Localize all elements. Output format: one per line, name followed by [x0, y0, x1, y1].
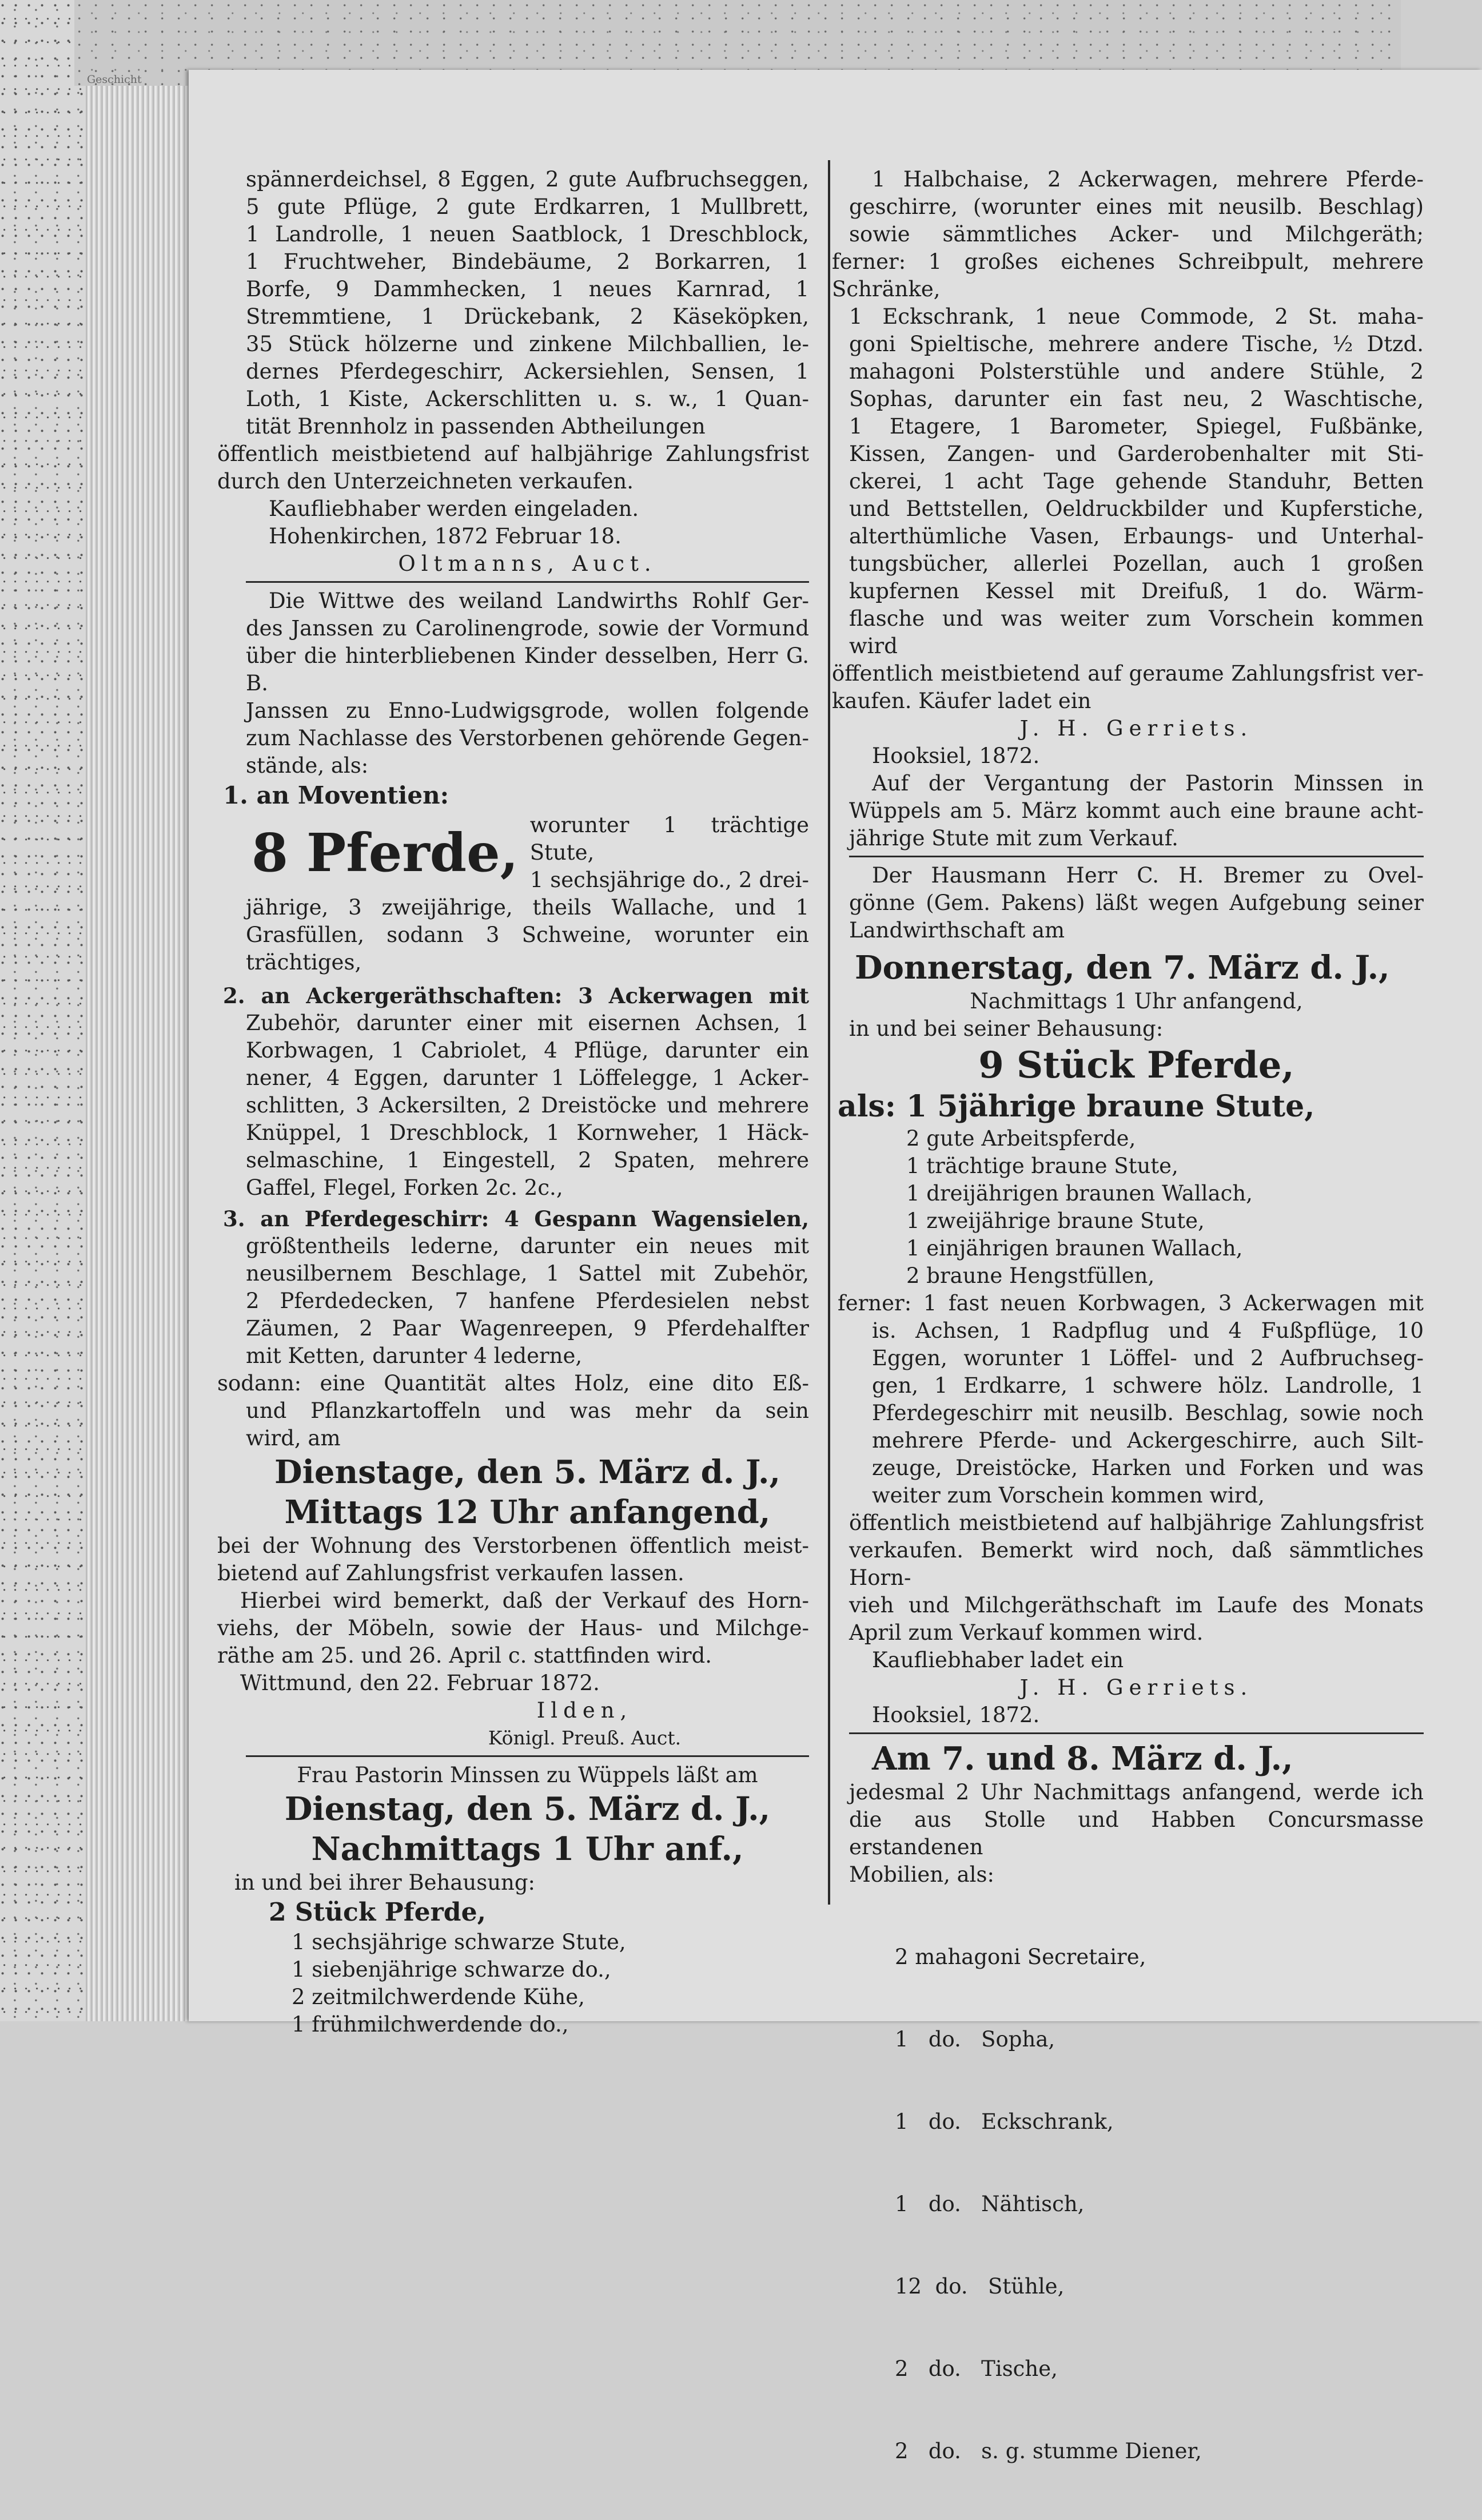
list-item: 1 frühmilchwerdende do.,: [292, 2012, 569, 2037]
text-line: Hierbei wird bemerkt, daß der Verkauf des Horn-: [240, 1588, 809, 1613]
text-line: 2. an Ackergeräthschaften: 3 Ackerwagen mit: [223, 983, 809, 1008]
text-line: 1 sechsjährige do., 2 drei-: [529, 868, 809, 892]
r-ad3-list: [849, 1889, 1424, 2520]
text-line: 35 Stück hölzerne und zinkene Milchballien, le-: [246, 332, 809, 356]
text-line: ckerei, 1 acht Tage gehende Standuhr, Betten: [849, 469, 1424, 494]
list-item: 1 dreijährigen braunen Wallach,: [906, 1181, 1253, 1206]
text-line: Der Hausmann Herr C. H. Bremer zu Ovel-: [872, 863, 1424, 888]
text-line: Mobilien, als:: [849, 1862, 994, 1887]
r-ad1-signature: J. H. Gerriets.: [1019, 716, 1253, 741]
text-line: 1 Eckschrank, 1 neue Commode, 2 St. maha-: [849, 304, 1424, 329]
section-1-title: 1. an Moventien:: [223, 781, 449, 809]
list-item: 12 do. Stühle,: [895, 2274, 1065, 2299]
r-ad2-list: [849, 1125, 1424, 1290]
r-ad1: [832, 166, 1424, 852]
text-line: Zubehör, darunter einer mit eisernen Achsen, 1: [246, 1011, 809, 1035]
text-line: kaufen. Käufer ladet ein: [832, 689, 1091, 713]
pferde-headline: 8 Pferde,: [252, 822, 519, 884]
auction-date-headline: Dienstage, den 5. März d. J.,: [274, 1453, 780, 1491]
text-line: spännerdeichsel, 8 Eggen, 2 gute Aufbruchseggen,: [246, 167, 809, 192]
text-line: ferner: 1 fast neuen Korbwagen, 3 Ackerwagen mit: [838, 1291, 1424, 1315]
r-ad2-head: 9 Stück Pferde,: [978, 1044, 1294, 1087]
text-line: alterthümliche Vasen, Erbaungs- und Unterhal-: [849, 524, 1424, 548]
text-line: durch den Unterzeichneten verkaufen.: [217, 469, 634, 494]
top-note: Geschicht: [87, 73, 142, 86]
text-line: schlitten, 3 Ackersilten, 2 Dreistöcke und mehrere: [246, 1093, 809, 1118]
ad3-intro: Frau Pastorin Minssen zu Wüppels läßt am: [297, 1763, 758, 1787]
separator: [849, 856, 1424, 857]
ad2: [217, 587, 809, 1752]
text-line: 1 Etagere, 1 Barometer, Spiegel, Fußbänke,: [849, 414, 1424, 439]
text-line: Auf der Vergantung der Pastorin Minssen in: [872, 771, 1424, 796]
text-line: öffentlich meistbietend auf halbjährige Zahlungsfrist: [217, 442, 809, 466]
list-item: 1 do. Nähtisch,: [895, 2192, 1085, 2216]
text-line: 1 Fruchtweher, Bindebäume, 2 Borkarren, 1: [246, 249, 809, 274]
text-line: geschirre, (worunter eines mit neusilb. Beschlag): [849, 194, 1424, 219]
text-line: und Bettstellen, Oeldruckbilder und Kupferstiche,: [849, 496, 1424, 521]
text-line: die aus Stolle und Habben Concursmasse erstandenen: [849, 1807, 1424, 1859]
r-ad2-date-headline: Donnerstag, den 7. März d. J.,: [855, 949, 1390, 987]
text-line: öffentlich meistbietend auf halbjährige Zahlungsfrist: [849, 1511, 1424, 1535]
list-item: 1 zweijährige braune Stute,: [906, 1209, 1205, 1233]
ad2-date: Wittmund, den 22. Februar 1872.: [240, 1671, 600, 1695]
column-divider: [828, 160, 830, 1905]
text-line: 1 Halbchaise, 2 Ackerwagen, mehrere Pferde-: [872, 167, 1424, 192]
separator: [849, 1732, 1424, 1734]
text-line: öffentlich meistbietend auf geraume Zahlungsfrist ver-: [832, 661, 1424, 686]
r-ad2-date: Hooksiel, 1872.: [872, 1703, 1040, 1727]
r-ad1-date: Hooksiel, 1872.: [872, 744, 1040, 768]
text-line: Landwirthschaft am: [849, 918, 1065, 943]
text-line: worunter 1 trächtige Stute,: [529, 813, 809, 865]
text-line: tungsbücher, allerlei Pozellan, auch 1 großen: [849, 551, 1424, 576]
text-line: Kissen, Zangen- und Garderobenhalter mit Sti-: [849, 442, 1424, 466]
text-line: Gaffel, Flegel, Forken 2c. 2c.,: [246, 1175, 563, 1200]
text-line: wird: [849, 634, 898, 658]
text-line: flasche und was weiter zum Vorschein kommen: [849, 606, 1424, 631]
text-line: Die Wittwe des weiland Landwirths Rohlf Ger-: [269, 589, 809, 613]
text-line: Janssen zu Enno-Ludwigsgrode, wollen folgende: [246, 698, 809, 723]
text-line: über die hinterbliebenen Kinder desselben, Herr G. B.: [246, 643, 809, 695]
r-ad2-where: in und bei seiner Behausung:: [849, 1016, 1164, 1041]
text-line: is. Achsen, 1 Radpflug und 4 Fußpflüge, 10: [872, 1318, 1424, 1343]
ad3-where: in und bei ihrer Behausung:: [234, 1870, 536, 1895]
ad1-body: [217, 166, 809, 578]
separator: [246, 1755, 809, 1757]
ad1-invite: Kaufliebhaber werden eingeladen.: [269, 496, 639, 521]
text-line: wird, am: [246, 1426, 341, 1450]
r-ad2-head2: als: 1 5jährige braune Stute,: [838, 1089, 1315, 1124]
text-line: Pferdegeschirr mit neusilb. Beschlag, sowie noch: [872, 1401, 1424, 1425]
text-line: April zum Verkauf kommen wird.: [849, 1620, 1204, 1645]
text-line: mit Ketten, darunter 4 lederne,: [246, 1344, 583, 1368]
pferde-row: [246, 812, 809, 894]
section-3: [223, 1205, 809, 1370]
list-item: 1 trächtige braune Stute,: [906, 1154, 1178, 1178]
r-ad2-signature: J. H. Gerriets.: [1019, 1675, 1253, 1700]
r-ad3-headline: Am 7. und 8. März d. J.,: [872, 1740, 1293, 1778]
ad1-signature: Oltmanns, Auct.: [398, 551, 657, 576]
text-line: neusilbernem Beschlage, 1 Sattel mit Zubehör,: [246, 1261, 809, 1286]
text-line: Wüppels am 5. März kommt auch eine braune acht-: [849, 798, 1424, 823]
section-2: [223, 982, 809, 1202]
text-line: gen, 1 Erdkarre, 1 schwere hölz. Landrolle, 1: [872, 1373, 1424, 1398]
ad2-signature-title: Königl. Preuß. Auct.: [488, 1727, 682, 1749]
list-item: 1 sechsjährige schwarze Stute,: [292, 1930, 626, 1954]
text-line: bei der Wohnung des Verstorbenen öffentlich meist-: [217, 1533, 809, 1558]
text-line: trächtiges,: [246, 950, 362, 975]
text-line: stände, als:: [246, 753, 369, 778]
text-line: weiter zum Vorschein kommen wird,: [872, 1483, 1265, 1508]
text-line: nener, 4 Eggen, darunter 1 Löffelegge, 1 Acker-: [246, 1066, 809, 1090]
text-line: viehs, der Möbeln, sowie der Haus- und Milchge-: [217, 1616, 809, 1640]
text-line: Grasfüllen, sodann 3 Schweine, worunter ein: [246, 923, 809, 947]
text-line: tität Brennholz in passenden Abtheilungen: [246, 414, 706, 439]
ad2-signature: Ilden,: [536, 1698, 633, 1723]
text-line: Stremmtiene, 1 Drückebank, 2 Käseköpken,: [246, 304, 809, 329]
text-line: Borfe, 9 Dammhecken, 1 neues Karnrad, 1: [246, 277, 809, 301]
list-item: 2 do. s. g. stumme Diener,: [895, 2439, 1202, 2463]
text-line: verkaufen. Bemerkt wird noch, daß sämmtliches Horn-: [849, 1538, 1424, 1590]
separator: [246, 581, 809, 583]
text-line: räthe am 25. und 26. April c. stattfinden wird.: [217, 1643, 712, 1668]
right-column: [832, 166, 1424, 2520]
text-line: jährige Stute mit zum Verkauf.: [849, 826, 1178, 850]
text-line: 2 Pferdedecken, 7 hanfene Pferdesielen nebst: [246, 1289, 809, 1313]
text-line: mahagoni Polsterstühle und andere Stühle, 2: [849, 359, 1424, 384]
text-line: dernes Pferdegeschirr, Ackersiehlen, Sensen, 1: [246, 359, 809, 384]
r-ad2-time: Nachmittags 1 Uhr anfangend,: [970, 989, 1303, 1013]
left-column: [217, 166, 809, 2038]
text-line: Knüppel, 1 Dreschblock, 1 Kornweher, 1 Häck-: [246, 1120, 809, 1145]
text-line: zum Nachlasse des Verstorbenen gehörende Gegen-: [246, 726, 809, 750]
text-line: größtentheils lederne, darunter ein neues mit: [246, 1234, 809, 1258]
list-item: 1 einjährigen braunen Wallach,: [906, 1236, 1243, 1261]
list-item: 2 zeitmilchwerdende Kühe,: [292, 1985, 585, 2009]
text-line: Sophas, darunter ein fast neu, 2 Waschtische,: [849, 387, 1424, 411]
text-line: jährige, 3 zweijährige, theils Wallache, und 1: [246, 895, 809, 920]
text-line: Eggen, worunter 1 Löffel- und 2 Aufbruchseg-: [872, 1346, 1424, 1370]
ad3-time-headline: Nachmittags 1 Uhr anf.,: [311, 1830, 744, 1868]
text-line: 3. an Pferdegeschirr: 4 Gespann Wagensielen,: [223, 1206, 809, 1231]
text-line: ferner: 1 großes eichenes Schreibpult, mehrere Schränke,: [832, 249, 1424, 301]
text-line: Zäumen, 2 Paar Wagenreepen, 9 Pferdehalfter: [246, 1316, 809, 1341]
text-line: selmaschine, 1 Eingestell, 2 Spaten, mehrere: [246, 1148, 809, 1172]
ad3-list: [246, 1929, 809, 2038]
page-stack-edges: [86, 86, 194, 2021]
ad3-head: 2 Stück Pferde,: [269, 1898, 486, 1927]
text-line: goni Spieltische, mehrere andere Tische, ½ Dtzd.: [849, 332, 1424, 356]
text-line: 5 gute Pflüge, 2 gute Erdkarren, 1 Mullbrett,: [246, 194, 809, 219]
r-ad3: [849, 1739, 1424, 2520]
pferde-side: [530, 812, 809, 894]
text-line: jedesmal 2 Uhr Nachmittags anfangend, werde ich: [849, 1780, 1424, 1804]
list-item: 2 braune Hengstfüllen,: [906, 1263, 1155, 1288]
ad3-date-headline: Dienstag, den 5. März d. J.,: [284, 1790, 771, 1828]
text-line: 1 Landrolle, 1 neuen Saatblock, 1 Dreschblock,: [246, 222, 809, 247]
text-line: vieh und Milchgeräthschaft im Laufe des Monats: [849, 1593, 1424, 1617]
text-line: Loth, 1 Kiste, Ackerschlitten u. s. w., 1 Quan-: [246, 387, 809, 411]
list-item: 1 do. Sopha,: [895, 2027, 1055, 2052]
text-line: des Janssen zu Carolinengrode, sowie der Vormund: [246, 616, 809, 641]
text-line: und Pflanzkartoffeln und was mehr da sein: [246, 1398, 809, 1423]
list-item: 1 siebenjährige schwarze do.,: [292, 1957, 611, 1982]
list-item: 2 mahagoni Secretaire,: [895, 1945, 1146, 1969]
text-line: kupfernen Kessel mit Dreifuß, 1 do. Wärm-: [849, 579, 1424, 603]
text-line: mehrere Pferde- und Ackergeschirre, auch Silt-: [872, 1428, 1424, 1453]
text-line: sowie sämmtliches Acker- und Milchgeräth;: [849, 222, 1424, 247]
text-line: gönne (Gem. Pakens) läßt wegen Aufgebung seiner: [849, 891, 1424, 915]
text-line: sodann: eine Quantität altes Holz, eine dito Eß-: [217, 1371, 809, 1396]
list-item: 2 do. Tische,: [895, 2356, 1058, 2381]
list-item: 1 do. Eckschrank,: [895, 2109, 1114, 2134]
auction-time-headline: Mittags 12 Uhr anfangend,: [284, 1493, 771, 1531]
text-line: Korbwagen, 1 Cabriolet, 4 Pflüge, darunter ein: [246, 1038, 809, 1063]
text-line: bietend auf Zahlungsfrist verkaufen lassen.: [217, 1561, 684, 1585]
list-item: 2 gute Arbeitspferde,: [906, 1126, 1136, 1151]
r-ad2-invite: Kaufliebhaber ladet ein: [872, 1648, 1124, 1672]
ad1-date: Hohenkirchen, 1872 Februar 18.: [269, 524, 622, 548]
text-line: zeuge, Dreistöcke, Harken und Forken und was: [872, 1456, 1424, 1480]
ad3: [234, 1762, 809, 2038]
r-ad2: [838, 862, 1424, 1729]
